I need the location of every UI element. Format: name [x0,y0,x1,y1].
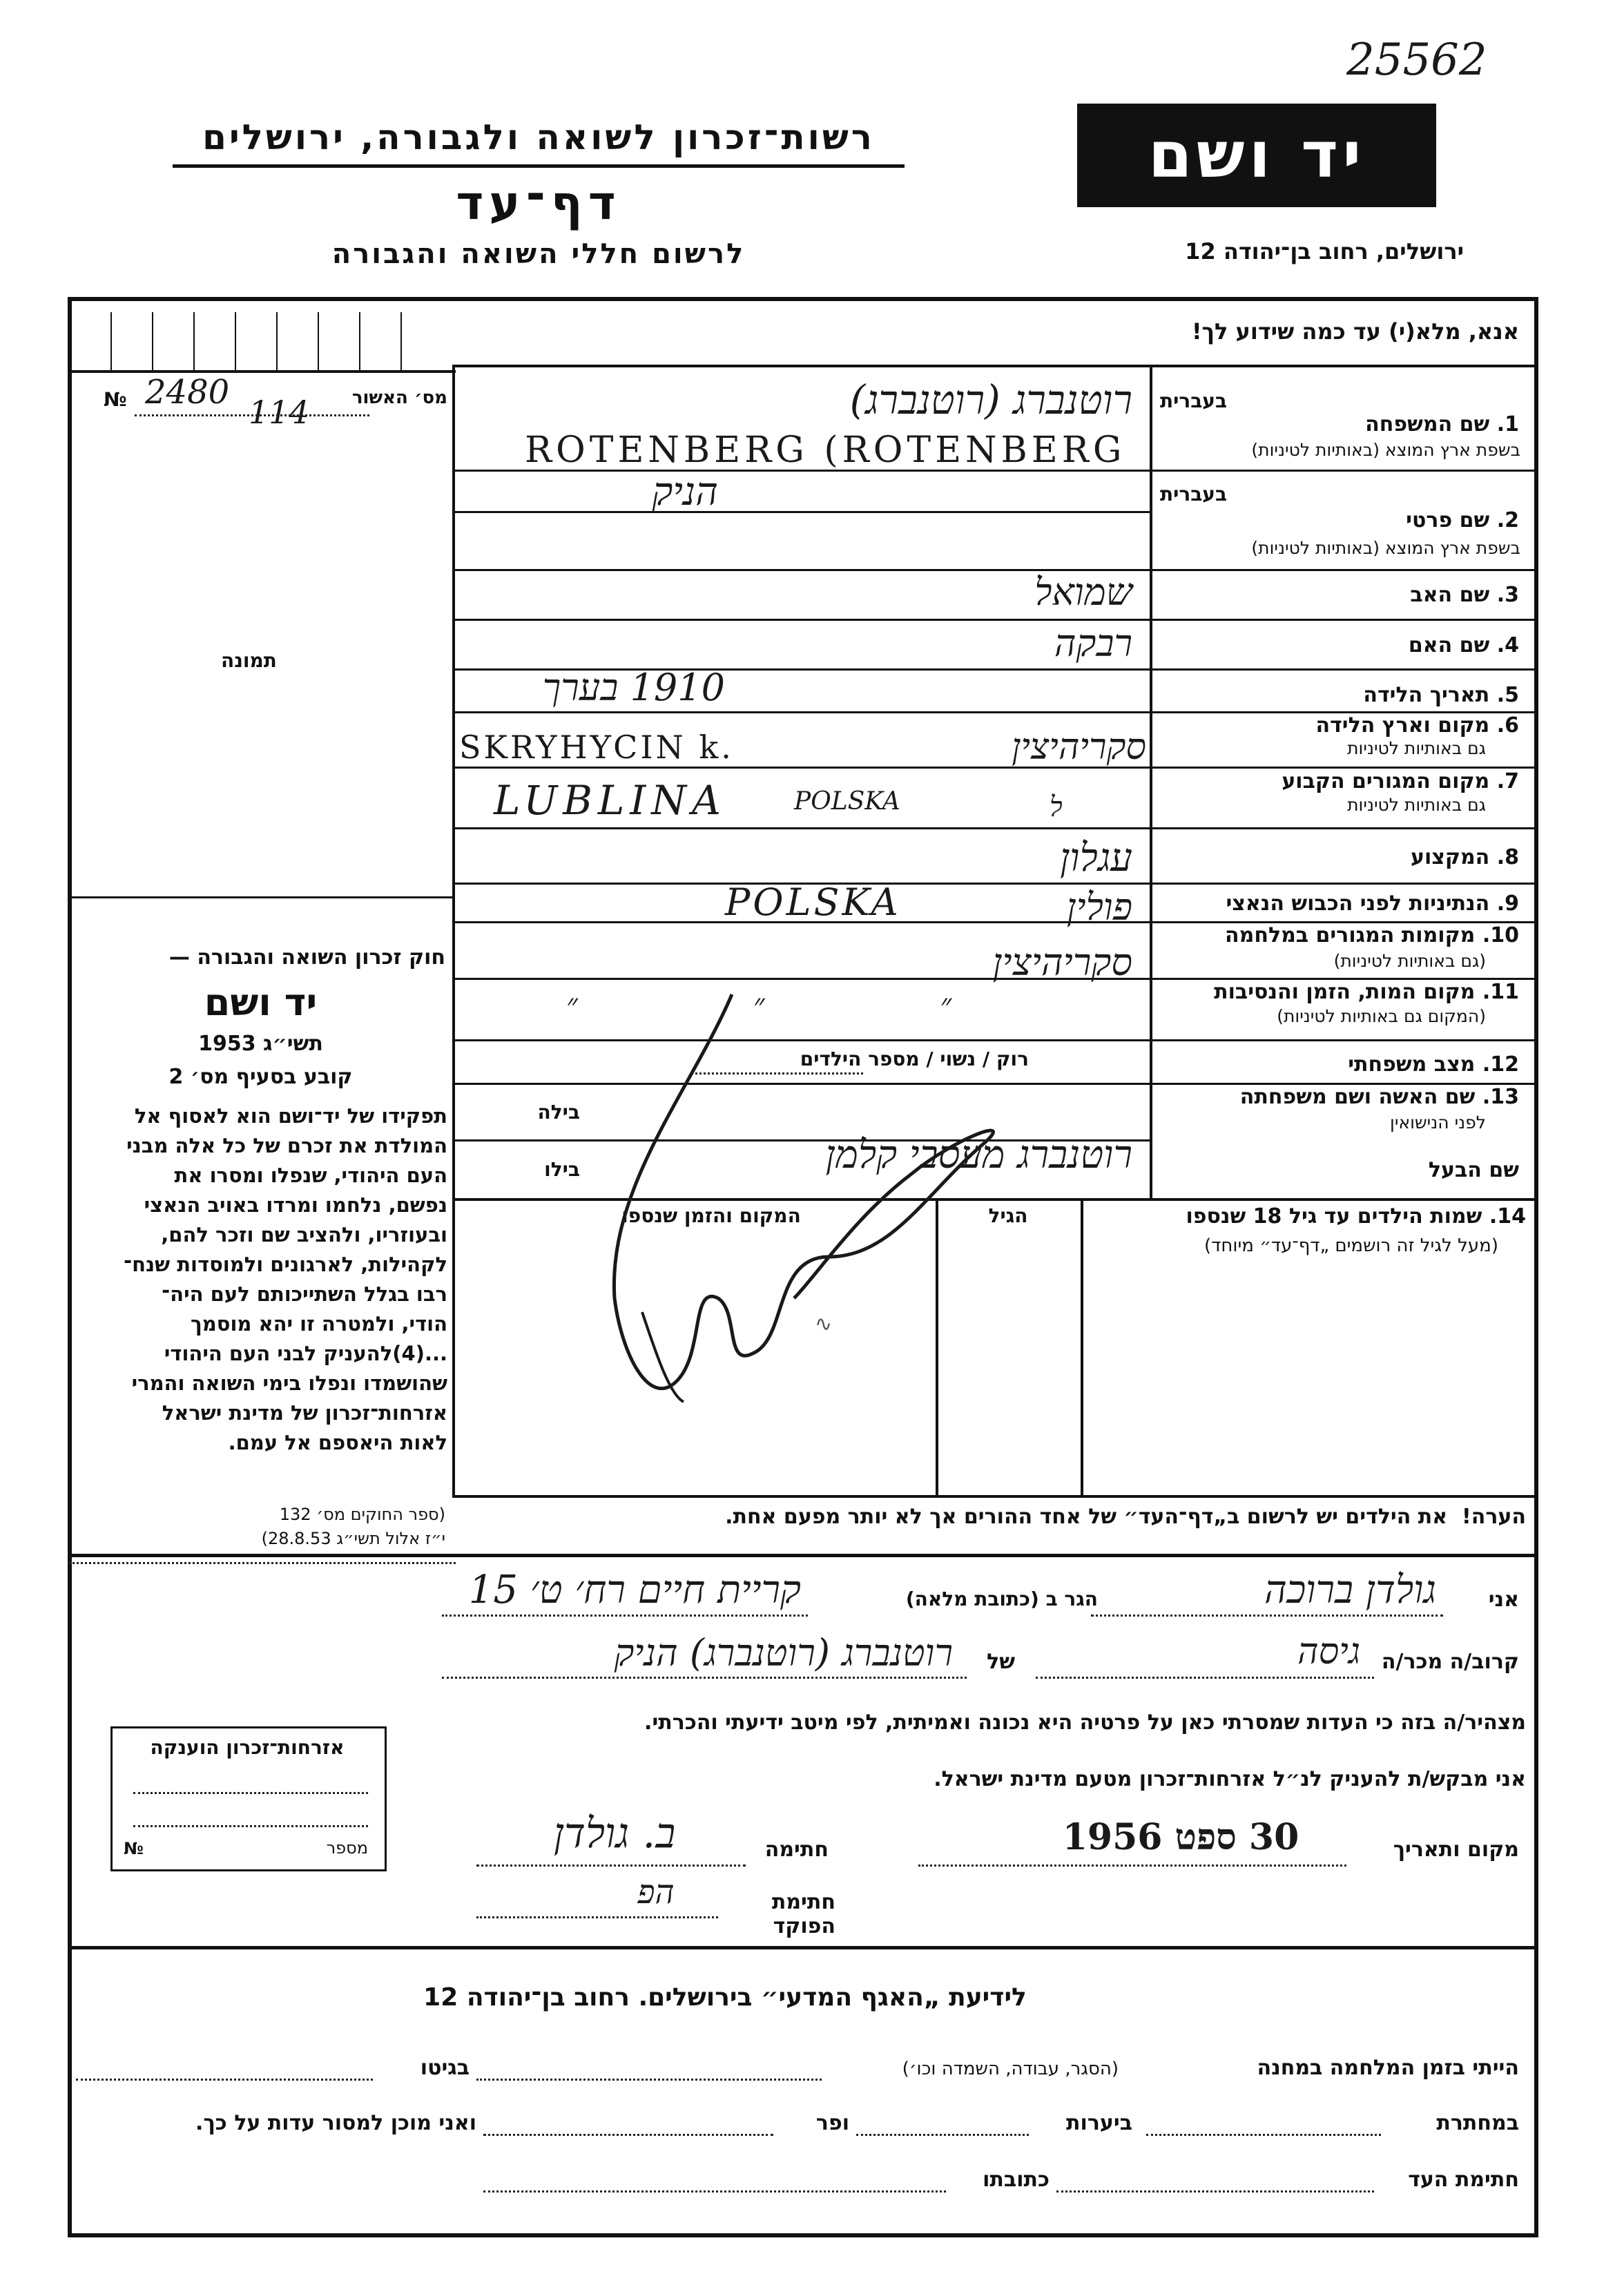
hw-birth-place-latin: SKRYHYCIN k. [459,729,734,766]
hw-death-marks: ״ ״ ״ [566,987,1035,1023]
field-1-tag: בעברית [1160,389,1228,412]
decl-place-date-value: 30 ספט 1956 [1062,1816,1299,1858]
field-10-label: 10. מקומות המגורים במלחמה [1225,923,1519,947]
hw-surname-he: רוטנברג (רוטנברג) [849,376,1132,423]
citizenship-box [110,1726,387,1871]
footer-line3-b: כתובתו [983,2168,1050,2192]
law-year: תשי״ג 1953 [198,1032,323,1056]
decl-i-label: אני [1488,1588,1519,1612]
footer-line2-c: ופר [815,2111,849,2135]
hw-spouse-female: רוטנברג מעסבי קלמן [825,1133,1132,1177]
hw-residence-note: ל [1050,791,1063,823]
law-name: יד ושם [204,981,318,1024]
hw-mother: רבקה [1054,622,1132,665]
decl-address-hand: קריית חיים רח׳ ט׳ 15 [468,1568,801,1612]
law-footnote-2: י״ז אלול תשי״ג 28.8.53) [261,1529,445,1548]
law-title: חוק זכרון השואה והגבורה — [168,945,445,970]
field-7-label: 7. מקום המגורים הקבוע [1282,769,1519,793]
footer-line3-a: חתימת העד [1408,2168,1519,2192]
spouse-male-label: בילו [544,1158,580,1181]
authority-underline [173,164,905,168]
footer-line1-b: (הסגר, עבודה, השמדה וכו׳) [902,2059,1119,2079]
decl-signature-hand: ב. גולדן [553,1809,676,1858]
citizenship-box-title: אזרחות־זכרון הוענקה [150,1736,345,1759]
remark [470,1505,1526,1530]
yad-vashem-logo: יד ושם [1077,104,1436,207]
confirmation-handwritten-extra: 114 [249,394,309,431]
hw-residence-extra: POLSKA [794,787,900,816]
spouse-female-label: בילה [537,1101,580,1124]
field-7-sublabel: גם באותיות לטיניות [1347,795,1486,815]
hw-residence-latin: LUBLINA [494,777,726,824]
law-text: תפקידו של יד־ושם הוא לאסוף אל המולדת את זכרם של כל אלה מבני העם היהודי, שנפלו ומסרו את נפשם, נלחמו ומרדו באויב הנאצי ובעוזריו, ולהציב שם וזכר להם, לקהילות, לארגונים ולמוסדות שנח־ רבו בגלל השתייכותם לעם היה־ הודי, ולמטרה זו יהא מוסמך ...(4)להעניק לבני העם היהודי שהושמדו ונפלו בימי השואה והמרי אזרחות־זכרון של מדינת ישראל לאות היאספם אל עמם. [124,1104,447,1454]
archive-number: 25562 [1346,35,1487,86]
field-1-label: 1. שם המשפחה [1365,412,1519,436]
form-subtitle: לרשום חללי השואה והגבורה [331,238,746,270]
hw-citizenship-latin: POLSKA [725,880,901,924]
footer-line2-d: ואני מוכן למסור עדות על כך. [195,2111,476,2135]
footer-attention: לידיעת „האגף המדעי״ בירושלים. רחוב בן־יהודה 12 [423,1983,1027,2012]
hw-war-residence: סקריהיצין [992,941,1132,984]
children-col-place: המקום והזמן שנספו [621,1204,801,1227]
hw-profession: עגלון [1060,836,1132,880]
citizenship-box-no-symbol: № [124,1839,144,1858]
confirmation-boxes [69,312,452,371]
decl-place-date-label: מקום ותאריך [1393,1838,1519,1862]
children-col-age: הגיל [988,1204,1028,1227]
decl-request: אני מבקש/ת להעניק לנ״ל אזרחות־זכרון מטעם מדינת ישראל. [934,1767,1526,1791]
field-2-label: 2. שם פרטי [1406,508,1519,532]
field-11-label: 11. מקום המות, הזמן והנסיבות [1214,980,1519,1004]
field-10-sublabel: (גם באותיות לטיניות) [1333,951,1486,971]
decl-officer-label: חתימת הפוקד [771,1890,835,1938]
decl-officer-hand: הפ [637,1873,675,1911]
decl-name-hand: גולדן ברוכה [1264,1568,1436,1612]
hw-citizenship: פולין [1066,885,1132,929]
field-2-tag: בעברית [1160,483,1228,505]
law-clause: קובע בסעיף מס׳ 2 [168,1065,353,1089]
field-9-label: 9. הנתיניות לפני הכבוש הנאצי [1226,892,1519,916]
labels-divider [1150,365,1152,1200]
instruction: אנא, מלא(י) עד כמה שידוע לך! [1191,318,1519,345]
footer-line1-c: בגיטו [420,2056,470,2080]
decl-relation-hand: גיסה [1297,1631,1360,1673]
header-address: ירושלים, רחוב בן־יהודה 12 [1185,238,1464,264]
field-3-label: 3. שם האב [1410,583,1519,607]
field-12-label: 12. מצב משפחתי [1348,1052,1519,1077]
children-note: (מעל לגיל זה רושמים „דף־עד״ מיוחד) [1204,1235,1498,1256]
field-husband-label: שם הבעל [1428,1158,1519,1182]
field-8-label: 8. המקצוע [1410,845,1519,869]
remark-label: הערה! [1462,1505,1526,1529]
field-11-sublabel: (המקום גם באותיות לטיניות) [1277,1006,1486,1026]
field-13-label: 13. שם האשה ושם משפחתה [1239,1085,1519,1109]
scribble-mark [566,967,1063,1450]
remark-text: את הילדים יש לרשום ב„דף־העד״ של אחד ההורים אך לא יותר מפעם אחת. [725,1505,1448,1529]
decl-address-label: הגר ב (כתובת מלאה) [905,1588,1098,1610]
footer-line2-a: במחתרת [1436,2111,1519,2135]
decl-signature-label: חתימה [764,1838,829,1862]
form-title: דף־עד [456,176,621,231]
field-4-label: 4. שם האם [1408,633,1519,657]
decl-relative-label: קרוב/ה מכר/ה [1381,1650,1519,1674]
citizenship-box-number-label: מספר [326,1838,368,1858]
decl-of-name-hand: רוטנברג (רוטנברג) הניק [614,1631,953,1675]
hw-surname-latin: ROTENBERG (ROTENBERG [525,430,1126,471]
hw-firstname-he: הניק [652,470,718,514]
children-label: 14. שמות הילדים עד גיל 18 שנספו [1186,1204,1526,1228]
hw-father: שמואל [1034,570,1132,614]
field-5-label: 5. תאריך הלידה [1363,683,1519,707]
field-6-sublabel: גם באותיות לטיניות [1347,738,1486,758]
family-status-line: רוק / נשוי / מספר הילדים [800,1048,1029,1070]
footer-line2-b: ביערות [1066,2111,1132,2135]
scribble-glyph: ∿ [815,1312,833,1336]
footer-line1-a: הייתי בזמן המלחמה במחנה [1257,2056,1519,2080]
sidebar-divider [452,365,455,1497]
field-13-sublabel: לפני הנישואין [1390,1112,1486,1133]
hw-birth-place-he: סקריהיצין [1012,726,1146,768]
decl-of-label: של [987,1650,1015,1674]
authority-title: רשות־זכרון לשואה ולגבורה, ירושלים [202,117,875,157]
field-1-sublabel: בשפת ארץ המוצא (באותיות לטיניות) [1251,440,1520,460]
field-2-sublabel: בשפת ארץ המוצא (באותיות לטיניות) [1251,538,1520,558]
photo-label: תמונה [221,649,277,672]
hw-birth-date: 1910 בערך [542,666,725,709]
decl-statement: מצהיר/ה בזה כי העדות שמסרתי כאן על פרטיה היא נכונה ואמיתית, לפי מיטב ידיעתי והכרתי. [644,1711,1526,1735]
confirmation-label: מס׳ האשור [351,387,447,408]
confirmation-no-symbol: № [104,388,127,411]
law-footnote-1: (ספר החוקים מס׳ 132 [279,1505,445,1524]
field-6-label: 6. מקום וארץ הלידה [1315,713,1519,738]
confirmation-handwritten-no: 2480 [145,373,230,412]
